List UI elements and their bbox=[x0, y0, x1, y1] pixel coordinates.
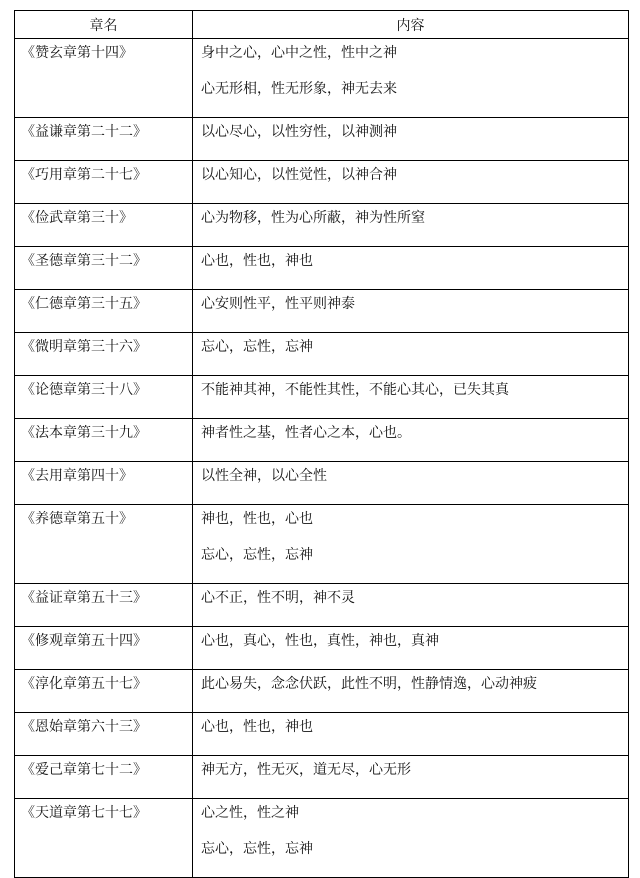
content-cell bbox=[193, 290, 629, 333]
content-cell bbox=[193, 713, 629, 756]
content-line: 此心易失，念念伏跃，此性不明，性静情逸，心动神疲 bbox=[201, 676, 537, 692]
chapter-name-cell bbox=[15, 584, 193, 627]
content-cell bbox=[193, 670, 629, 713]
content-cell bbox=[193, 376, 629, 419]
chapter-table-container bbox=[14, 10, 629, 878]
table-row bbox=[15, 247, 629, 290]
chapter-name-cell bbox=[15, 799, 193, 878]
table-row bbox=[15, 118, 629, 161]
chapter-name: 《天道章第七十七》 bbox=[21, 805, 147, 821]
chapter-name: 《俭武章第三十》 bbox=[21, 210, 133, 226]
chapter-name-cell bbox=[15, 247, 193, 290]
table-body bbox=[15, 39, 629, 878]
table-row bbox=[15, 376, 629, 419]
content-line: 心也，性也，神也 bbox=[201, 719, 313, 735]
table-row bbox=[15, 419, 629, 462]
table-row bbox=[15, 204, 629, 247]
column-header-chapter: 章名 bbox=[15, 11, 193, 39]
table-row bbox=[15, 505, 629, 584]
table-row bbox=[15, 462, 629, 505]
table-row bbox=[15, 670, 629, 713]
chapter-name-cell bbox=[15, 290, 193, 333]
table-row bbox=[15, 333, 629, 376]
content-line: 忘心，忘性，忘神 bbox=[201, 841, 313, 857]
chapter-name-cell bbox=[15, 376, 193, 419]
chapter-name: 《去用章第四十》 bbox=[21, 468, 133, 484]
chapter-name: 《法本章第三十九》 bbox=[21, 425, 147, 441]
content-cell bbox=[193, 39, 629, 118]
chapter-name: 《爱己章第七十二》 bbox=[21, 762, 147, 778]
chapter-name-cell bbox=[15, 118, 193, 161]
content-line: 心也，性也，神也 bbox=[201, 253, 313, 269]
chapter-name-cell bbox=[15, 627, 193, 670]
table-row bbox=[15, 39, 629, 118]
chapter-name-cell bbox=[15, 161, 193, 204]
chapter-name-cell bbox=[15, 713, 193, 756]
content-cell bbox=[193, 247, 629, 290]
content-cell bbox=[193, 756, 629, 799]
content-line: 以心知心，以性觉性，以神合神 bbox=[201, 167, 397, 183]
content-cell bbox=[193, 419, 629, 462]
table-row bbox=[15, 161, 629, 204]
content-cell bbox=[193, 799, 629, 878]
content-line: 忘心，忘性，忘神 bbox=[201, 547, 313, 563]
content-line: 神也，性也，心也 bbox=[201, 511, 313, 527]
content-cell bbox=[193, 118, 629, 161]
content-line: 心之性，性之神 bbox=[201, 805, 299, 821]
content-cell bbox=[193, 204, 629, 247]
chapter-name-cell bbox=[15, 756, 193, 799]
chapter-name-cell bbox=[15, 505, 193, 584]
content-cell bbox=[193, 462, 629, 505]
chapter-content-table bbox=[14, 10, 629, 878]
content-line: 不能神其神，不能性其性，不能心其心，已失其真 bbox=[201, 382, 509, 398]
content-line: 心也，真心，性也，真性，神也，真神 bbox=[201, 633, 439, 649]
chapter-name: 《淳化章第五十七》 bbox=[21, 676, 147, 692]
chapter-name-cell bbox=[15, 462, 193, 505]
table-row bbox=[15, 799, 629, 878]
content-line: 心安则性平，性平则神泰 bbox=[201, 296, 355, 312]
chapter-name-cell bbox=[15, 670, 193, 713]
table-row bbox=[15, 584, 629, 627]
content-line: 忘心，忘性，忘神 bbox=[201, 339, 313, 355]
content-line: 以性全神，以心全性 bbox=[201, 468, 327, 484]
table-row bbox=[15, 627, 629, 670]
chapter-name: 《仁德章第三十五》 bbox=[21, 296, 147, 312]
content-line: 心不正，性不明，神不灵 bbox=[201, 590, 355, 606]
content-line: 神无方，性无灭，道无尽，心无形 bbox=[201, 762, 411, 778]
table-row bbox=[15, 290, 629, 333]
table-row bbox=[15, 713, 629, 756]
column-header-content: 内容 bbox=[193, 11, 629, 39]
chapter-name: 《益谦章第二十二》 bbox=[21, 124, 147, 140]
chapter-name-cell bbox=[15, 204, 193, 247]
chapter-name-cell bbox=[15, 419, 193, 462]
content-cell bbox=[193, 333, 629, 376]
content-cell bbox=[193, 584, 629, 627]
chapter-name: 《恩始章第六十三》 bbox=[21, 719, 147, 735]
content-line: 心无形相，性无形象，神无去来 bbox=[201, 81, 397, 97]
content-line: 心为物移，性为心所蔽，神为性所窒 bbox=[201, 210, 425, 226]
table-header-row bbox=[15, 11, 629, 39]
chapter-name: 《修观章第五十四》 bbox=[21, 633, 147, 649]
chapter-name: 《论德章第三十八》 bbox=[21, 382, 147, 398]
table-row bbox=[15, 756, 629, 799]
chapter-name: 《微明章第三十六》 bbox=[21, 339, 147, 355]
content-cell bbox=[193, 505, 629, 584]
chapter-name-cell bbox=[15, 333, 193, 376]
content-line: 身中之心，心中之性，性中之神 bbox=[201, 45, 397, 61]
content-cell bbox=[193, 161, 629, 204]
content-line: 神者性之基，性者心之本，心也。 bbox=[201, 425, 411, 441]
chapter-name: 《养德章第五十》 bbox=[21, 511, 133, 527]
chapter-name: 《赞玄章第十四》 bbox=[21, 45, 133, 61]
chapter-name: 《巧用章第二十七》 bbox=[21, 167, 147, 183]
content-line: 以心尽心，以性穷性，以神测神 bbox=[201, 124, 397, 140]
chapter-name-cell bbox=[15, 39, 193, 118]
chapter-name: 《圣德章第三十二》 bbox=[21, 253, 147, 269]
chapter-name: 《益证章第五十三》 bbox=[21, 590, 147, 606]
content-cell bbox=[193, 627, 629, 670]
